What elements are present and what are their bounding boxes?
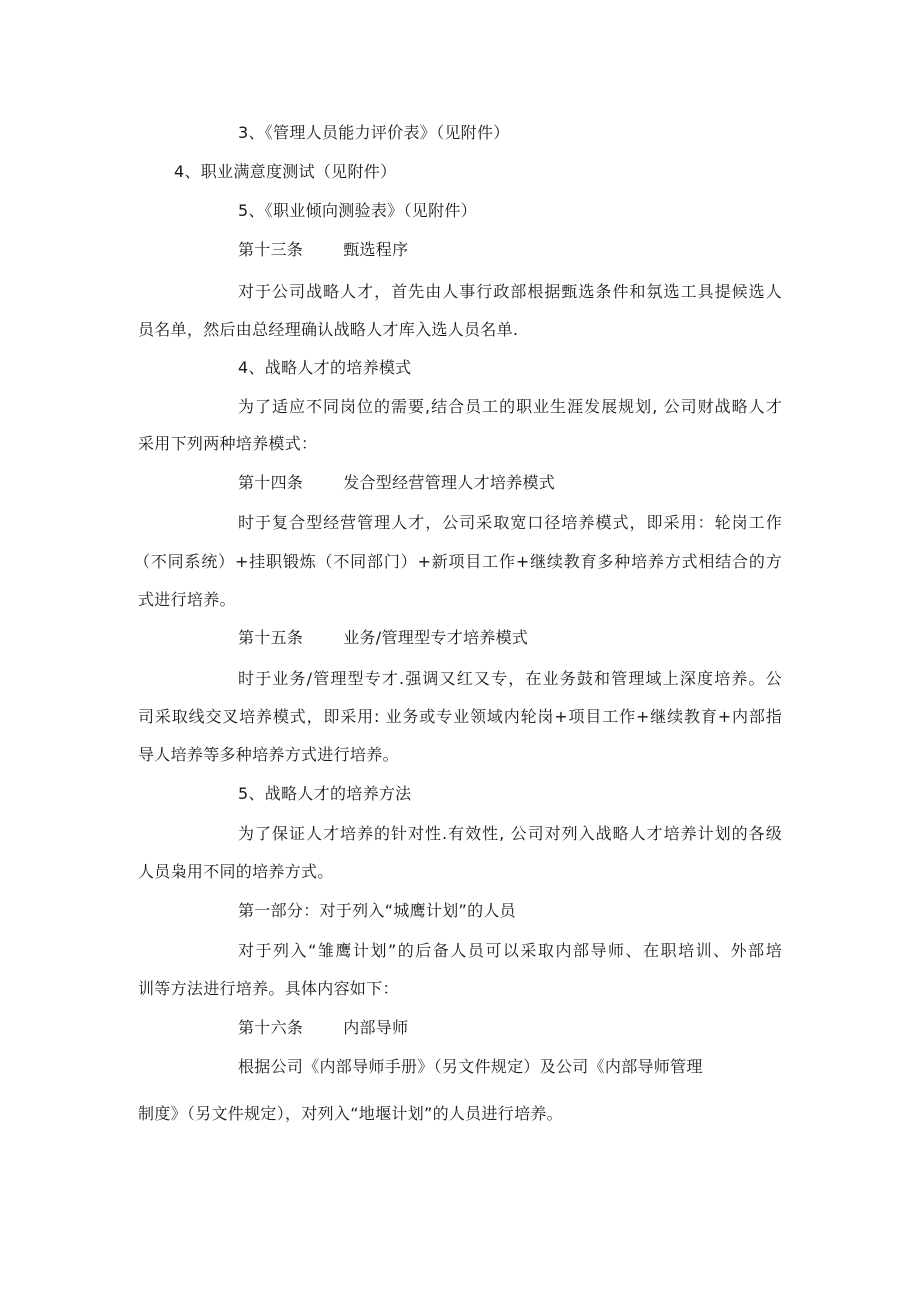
paragraph-line: 导人培养等多种培养方式进行培养。 — [138, 745, 399, 764]
section-heading-5: 5、战略人才的培养方法 — [238, 784, 412, 803]
paragraph-line: 时于业务/管理型专才.强调又红又专，在业务鼓和管理域上深度培养。公 — [238, 669, 782, 688]
paragraph-line: 对于列入“雏鹰计划”的后备人员可以采取内部导师、在职培训、外部培 — [238, 941, 782, 960]
list-item-3: 3、《管理人员能力评价表》（见附件） — [238, 123, 510, 142]
list-item-5: 5、《职业倾向测验表》（见附件） — [238, 201, 477, 220]
paragraph-line: 制度》（另文件规定），对列入“地堰计划”的人员进行培养。 — [138, 1104, 563, 1123]
paragraph-line: （不同系统）+挂职锻炼（不同部门）+新项目工作+继续教育多种培养方式相结合的方 — [134, 552, 782, 571]
section-heading-4: 4、战略人才的培养模式 — [238, 358, 412, 377]
paragraph-line: 训等方法进行培养。具体内容如下： — [138, 979, 399, 998]
article-14-heading — [238, 473, 555, 493]
paragraph-line: 员名单，然后由总经理确认战略人才库入选人员名单. — [138, 320, 519, 339]
article-number: 第十四条 — [238, 473, 304, 492]
article-number: 第十六条 — [238, 1018, 304, 1037]
list-item-4: 4、职业满意度测试（见附件） — [174, 162, 397, 181]
article-15-heading — [238, 628, 528, 648]
article-16-heading — [238, 1018, 408, 1038]
article-title: 甄选程序 — [343, 240, 409, 259]
paragraph-line: 时于复合型经营管理人才，公司采取宽口径培养模式，即采用：轮岗工作 — [238, 513, 782, 532]
article-number: 第十五条 — [238, 628, 304, 647]
paragraph-line: 为了适应不同岗位的需要,结合员工的职业生涯发展规划, 公司财战略人才 — [238, 397, 782, 416]
article-title: 业务/管理型专才培养模式 — [343, 628, 529, 647]
article-13-heading — [238, 240, 408, 260]
article-title: 发合型经营管理人才培养模式 — [343, 473, 556, 492]
paragraph-line: 式进行培养。 — [138, 590, 236, 609]
article-number: 第十三条 — [238, 240, 304, 259]
paragraph-line: 采用下列两种培养模式： — [138, 434, 318, 453]
paragraph-line: 根据公司《内部导师手册》（另文件规定）及公司《内部导师管理 — [238, 1057, 703, 1076]
article-title: 内部导师 — [343, 1018, 409, 1037]
paragraph-line: 为了保证人才培养的针对性.有效性, 公司对列入战略人才培养计划的各级 — [238, 824, 782, 843]
paragraph-line: 对于公司战略人才，首先由人事行政部根据甄选条件和氛选工具提候选人 — [238, 282, 782, 301]
paragraph-line: 人员枭用不同的培养方式。 — [138, 862, 334, 881]
part-one-heading: 第一部分：对于列入“城鹰计划”的人员 — [238, 901, 516, 920]
paragraph-line: 司采取线交叉培养模式，即采用: 业务或专业领域内轮岗+项目工作+继续教育+内部指 — [138, 707, 782, 726]
